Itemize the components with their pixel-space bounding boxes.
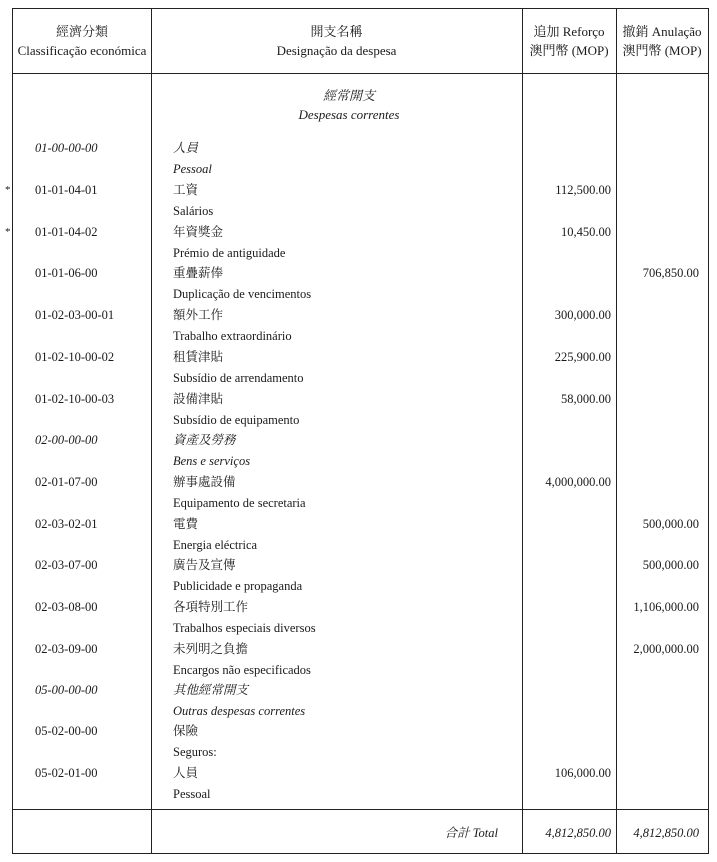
row-code: 01-01-04-01 [35,183,98,197]
row-desc-zh: 保險 [173,724,199,738]
header-classification-pt: Classificação económica [17,43,147,58]
header-anulacao [616,9,708,73]
row-desc-zh: 廣告及宣傳 [173,558,236,572]
row-reforco: 225,900.00 [554,350,611,364]
header-designation-zh: 開支名稱 [310,24,363,39]
total-label: 合計 Total [444,826,498,840]
row-code: 05-00-00-00 [35,683,98,697]
row-code: 01-02-10-00-03 [35,392,115,406]
header-reforco-currency: 澳門幣 (MOP) [529,43,609,58]
header-designation-pt: Designação da despesa [276,43,397,58]
row-code: 01-01-06-00 [35,266,98,280]
row-desc-pt: Seguros: [173,745,217,759]
row-reforco: 300,000.00 [554,308,611,322]
row-anulacao: 706,850.00 [642,266,699,280]
budget-table [5,8,709,854]
row-desc-pt: Publicidade e propaganda [173,579,303,593]
row-anulacao: 1,106,000.00 [633,600,699,614]
row-code: 02-03-07-00 [35,558,98,572]
section-title-pt: Despesas correntes [298,107,400,122]
row-anulacao: 2,000,000.00 [633,642,699,656]
row-desc-pt: Energia eléctrica [173,538,258,552]
row-desc-pt: Subsídio de arrendamento [173,371,304,385]
row-desc-pt: Pessoal [173,787,211,801]
row-desc-pt: Trabalho extraordinário [173,329,292,343]
column-divider [522,9,523,853]
row-desc-zh: 資產及勞務 [173,433,236,447]
row-desc-zh: 人員 [173,766,199,780]
header-designation [151,9,522,73]
total-anulacao: 4,812,850.00 [633,826,699,840]
header-divider [13,73,708,74]
row-desc-pt: Salários [173,204,214,218]
row-code: 02-03-09-00 [35,642,98,656]
row-desc-pt: Equipamento de secretaria [173,496,306,510]
row-reforco: 106,000.00 [554,766,611,780]
row-desc-zh: 設備津貼 [173,392,224,406]
row-code: 05-02-00-00 [35,724,98,738]
column-divider [616,9,617,853]
row-code: 02-03-08-00 [35,600,98,614]
row-marker: * [5,226,11,238]
row-desc-zh: 重疊薪俸 [173,266,224,280]
row-desc-pt: Trabalhos especiais diversos [173,621,316,635]
total-divider [13,809,708,810]
row-desc-zh: 工資 [173,183,199,197]
row-code: 01-01-04-02 [35,225,98,239]
row-desc-pt: Pessoal [173,162,212,176]
row-desc-zh: 其他經常開支 [173,683,249,697]
row-reforco: 4,000,000.00 [545,475,611,489]
row-reforco: 112,500.00 [555,183,611,197]
row-code: 01-02-10-00-02 [35,350,115,364]
row-desc-zh: 未列明之負擔 [173,642,249,656]
row-desc-zh: 租賃津貼 [173,350,224,364]
row-desc-zh: 年資獎金 [173,225,224,239]
column-divider [151,9,152,853]
header-anulacao-label: 撤銷 Anulação [622,24,702,39]
row-desc-zh: 辦事處設備 [173,475,236,489]
row-marker: * [5,184,11,196]
total-reforco: 4,812,850.00 [545,826,611,840]
row-desc-zh: 電費 [173,517,199,531]
section-title-zh: 經常開支 [322,88,375,103]
header-classification-zh: 經濟分類 [55,24,108,39]
row-code: 02-00-00-00 [35,433,98,447]
header-classification [13,9,151,73]
row-code: 01-02-03-00-01 [35,308,115,322]
row-desc-pt: Encargos não especificados [173,663,311,677]
row-desc-zh: 各項特別工作 [173,600,249,614]
row-code: 02-03-02-01 [35,517,98,531]
row-desc-pt: Prémio de antiguidade [173,246,286,260]
row-anulacao: 500,000.00 [642,517,699,531]
row-desc-pt: Bens e serviços [173,454,251,468]
row-desc-pt: Subsídio de equipamento [173,413,300,427]
row-reforco: 58,000.00 [561,392,611,406]
row-code: 01-00-00-00 [35,141,98,155]
header-reforco [522,9,616,73]
header-anulacao-currency: 澳門幣 (MOP) [622,43,702,58]
row-code: 02-01-07-00 [35,475,98,489]
row-desc-pt: Duplicação de vencimentos [173,287,312,301]
row-desc-zh: 人員 [173,141,199,155]
header-reforco-label: 追加 Reforço [533,24,605,39]
row-desc-pt: Outras despesas correntes [173,704,306,718]
row-anulacao: 500,000.00 [642,558,699,572]
row-code: 05-02-01-00 [35,766,98,780]
row-desc-zh: 額外工作 [173,308,224,322]
row-reforco: 10,450.00 [561,225,611,239]
